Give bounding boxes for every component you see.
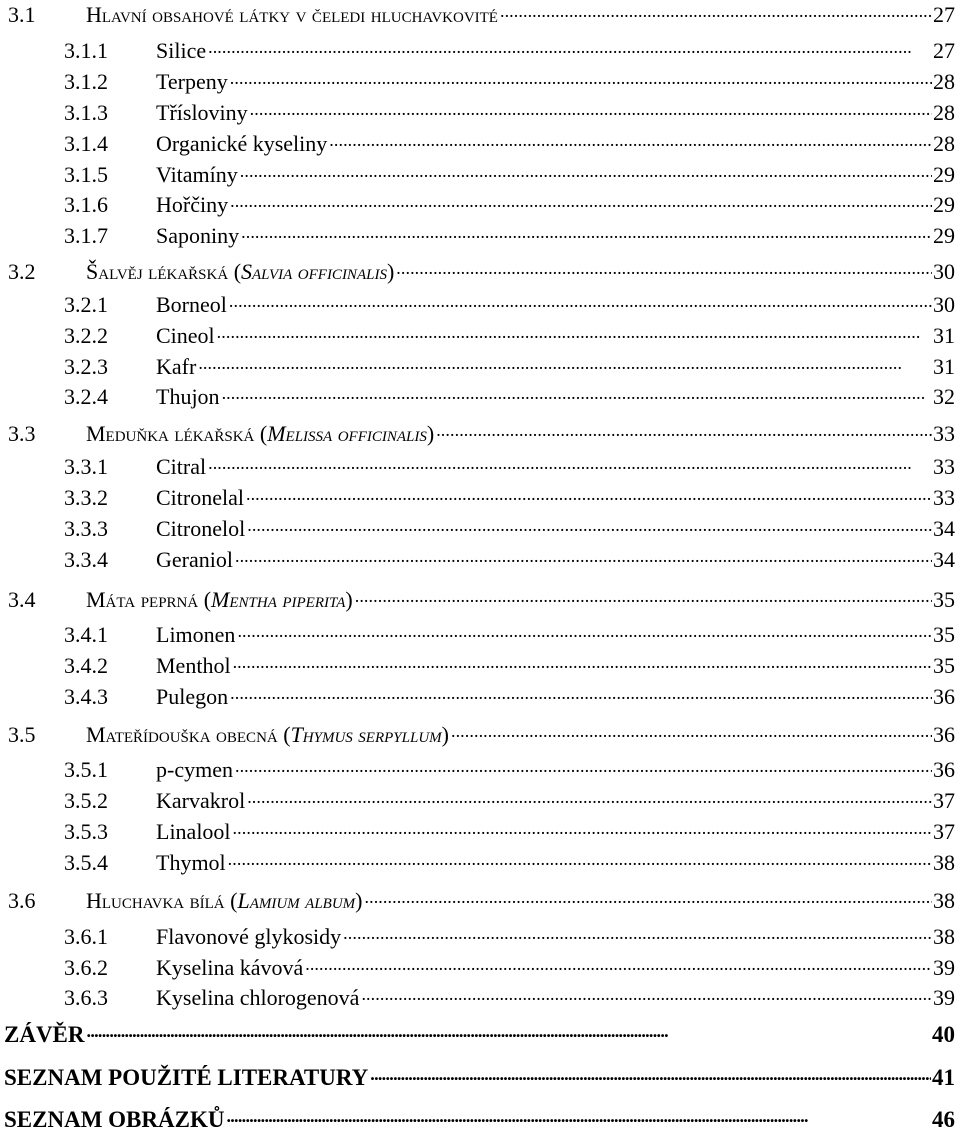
toc-entry-number: 3.1.2 (64, 69, 108, 94)
toc-title-latin: Thymus serpyllum (290, 722, 442, 747)
toc-entry-section[interactable] (0, 0, 955, 29)
toc-title-text: Meduňka lékařská ( (86, 421, 268, 446)
toc-entry-section[interactable] (0, 419, 955, 448)
toc-entry-title: Thymol (156, 850, 226, 875)
toc-entry-page: 38 (933, 924, 955, 949)
toc-entry-page: 39 (933, 955, 955, 980)
toc-entry-number: 3.6.1 (64, 924, 108, 949)
toc-title-latin: Mentha piperita (211, 587, 346, 612)
toc-entry-title: Kafr (156, 354, 197, 379)
toc-entry-subsection[interactable] (0, 321, 955, 350)
toc-entry-page: 41 (932, 1065, 955, 1090)
toc-entry-page: 37 (933, 788, 955, 813)
toc-dot-leader (361, 983, 932, 1005)
toc-title-end: ) (386, 259, 395, 284)
toc-entry-title: p-cymen (156, 757, 233, 782)
toc-title-text: Máta peprná ( (86, 587, 212, 612)
toc-dot-leader (329, 129, 932, 151)
toc-entry-title: Saponiny (156, 223, 240, 248)
toc-entry-title: ZÁVĚR (4, 1022, 85, 1047)
toc-entry-number: 3.5.1 (64, 757, 108, 782)
toc-dot-leader (436, 419, 932, 441)
toc-entry-title: Geraniol (156, 547, 233, 572)
toc-dot-leader (230, 682, 932, 704)
toc-entry-page: 30 (933, 292, 955, 317)
toc-dot-leader (229, 290, 932, 312)
toc-entry-number: 3.6.2 (64, 955, 108, 980)
toc-entry-subsection[interactable] (0, 483, 955, 512)
toc-entry-number: 3.5.3 (64, 819, 108, 844)
toc-entry-number: 3.3.4 (64, 547, 108, 572)
toc-dot-leader (250, 98, 932, 120)
toc-entry-number: 3.1.3 (64, 100, 108, 125)
toc-dot-leader (365, 886, 933, 908)
toc-entry-subsection[interactable] (0, 922, 955, 951)
toc-entry-page: 31 (933, 354, 955, 379)
toc-entry-number: 3.6 (8, 888, 36, 913)
toc-dot-leader (240, 160, 932, 182)
toc-entry-section[interactable] (0, 257, 955, 286)
toc-entry-page: 27 (933, 38, 955, 63)
toc-entry-number: 3.4.2 (64, 653, 108, 678)
toc-entry-title (78, 721, 451, 749)
toc-entry-title (78, 420, 436, 448)
toc-entry-subsection[interactable] (0, 382, 955, 411)
toc-dot-leader (208, 452, 932, 474)
toc-title-latin: Salvia officinalis (241, 259, 387, 284)
toc-entry-title: Karvakrol (156, 788, 246, 813)
toc-entry-title: Terpeny (156, 69, 228, 94)
toc-entry-title: Limonen (156, 622, 236, 647)
toc-dot-leader (343, 922, 932, 944)
toc-entry-subsection[interactable] (0, 620, 955, 649)
toc-dot-leader (235, 755, 932, 777)
toc-entry-page: 32 (933, 384, 955, 409)
toc-entry-subsection[interactable] (0, 190, 955, 219)
toc-dot-leader (370, 1062, 931, 1085)
toc-dot-leader (500, 0, 932, 22)
toc-entry-section[interactable] (0, 585, 955, 614)
toc-entry-number: 3.3.2 (64, 485, 108, 510)
toc-entry-title: Linalool (156, 819, 231, 844)
toc-entry-page: 31 (933, 323, 955, 348)
toc-entry-page: 38 (933, 850, 955, 875)
toc-entry-page: 28 (933, 69, 955, 94)
toc-entry-page: 34 (933, 516, 955, 541)
toc-entry-page: 35 (933, 587, 955, 612)
toc-entry-title: Organické kyseliny (156, 131, 328, 156)
toc-entry-title (78, 887, 365, 915)
toc-entry-subsection[interactable] (0, 786, 955, 815)
toc-entry-title: Hlavní obsahové látky v čeledi hluchavkovité (86, 2, 498, 27)
toc-entry-title: Hořčiny (156, 192, 229, 217)
toc-entry-title: Cineol (156, 323, 215, 348)
toc-entry-subsection[interactable] (0, 221, 955, 250)
toc-dot-leader (247, 786, 932, 808)
toc-dot-leader (451, 720, 932, 742)
toc-entry-chapter[interactable] (0, 1104, 955, 1134)
toc-entry-title: Třísloviny (156, 100, 248, 125)
toc-title-latin: Lamium album (237, 888, 356, 913)
toc-dot-leader (235, 545, 932, 567)
toc-entry-subsection[interactable] (0, 352, 955, 381)
toc-entry-subsection[interactable] (0, 983, 955, 1012)
toc-entry-subsection[interactable] (0, 848, 955, 877)
toc-dot-leader (396, 257, 932, 279)
toc-entry-number: 3.6.3 (64, 985, 108, 1010)
toc-dot-leader (230, 190, 932, 212)
toc-entry-page: 35 (933, 653, 955, 678)
toc-entry-subsection[interactable] (0, 953, 955, 982)
toc-entry-number: 3.4.1 (64, 622, 108, 647)
toc-dot-leader (355, 585, 932, 607)
toc-dot-leader (233, 651, 932, 673)
toc-entry-title: Vitamíny (156, 162, 238, 187)
toc-dot-leader (241, 221, 932, 243)
toc-entry-page: 29 (933, 192, 955, 217)
toc-entry-section[interactable] (0, 720, 955, 749)
toc-entry-subsection[interactable] (0, 514, 955, 543)
toc-entry-number: 3.1.4 (64, 131, 108, 156)
toc-entry-number: 3.4 (8, 587, 36, 612)
toc-entry-page: 46 (932, 1107, 955, 1132)
toc-entry-number: 3.3.3 (64, 516, 108, 541)
toc-entry-page: 33 (933, 485, 955, 510)
toc-dot-leader (233, 817, 932, 839)
toc-entry-title: Thujon (156, 384, 220, 409)
toc-entry-page: 29 (933, 162, 955, 187)
toc-entry-page: 27 (933, 2, 955, 27)
toc-entry-title: Flavonové glykosidy (156, 924, 342, 949)
toc-entry-number: 3.3 (8, 421, 36, 446)
toc-title-text: Hluchavka bílá ( (86, 888, 238, 913)
toc-title-text: Mateřídouška obecná ( (86, 722, 291, 747)
toc-entry-subsection[interactable] (0, 290, 955, 319)
toc-dot-leader (222, 382, 932, 404)
toc-entry-number: 3.5 (8, 722, 36, 747)
toc-entry-number: 3.2.4 (64, 384, 108, 409)
toc-dot-leader (87, 1019, 931, 1042)
toc-dot-leader (208, 36, 932, 58)
toc-entry-number: 3.2.1 (64, 292, 108, 317)
toc-entry-section[interactable] (0, 886, 955, 915)
toc-entry-subsection[interactable] (0, 36, 955, 65)
toc-entry-subsection[interactable] (0, 755, 955, 784)
toc-entry-title: SEZNAM OBRÁZKŮ (4, 1107, 225, 1132)
toc-title-text: Šalvěj lékařská ( (86, 259, 242, 284)
toc-dot-leader (305, 953, 932, 975)
toc-entry-page: 29 (933, 223, 955, 248)
toc-entry-title: Citronelol (156, 516, 246, 541)
toc-entry-number: 3.5.2 (64, 788, 108, 813)
toc-entry-number: 3.4.3 (64, 684, 108, 709)
toc-entry-subsection[interactable] (0, 129, 955, 158)
toc-entry-subsection[interactable] (0, 98, 955, 127)
toc-entry-page: 36 (933, 684, 955, 709)
toc-entry-title (78, 586, 355, 614)
toc-entry-title: Silice (156, 38, 207, 63)
toc-entry-subsection[interactable] (0, 817, 955, 846)
toc-entry-chapter[interactable] (0, 1062, 955, 1092)
toc-entry-title: Pulegon (156, 684, 229, 709)
toc-entry-page: 38 (933, 888, 955, 913)
toc-entry-title: Kyselina chlorogenová (156, 985, 360, 1010)
toc-entry-page: 28 (933, 100, 955, 125)
toc-entry-title: Kyselina kávová (156, 955, 304, 980)
toc-entry-title: Citronelal (156, 485, 244, 510)
toc-entry-page: 35 (933, 622, 955, 647)
toc-entry-subsection[interactable] (0, 682, 955, 711)
toc-entry-page: 40 (932, 1022, 955, 1047)
toc-dot-leader (226, 1104, 931, 1127)
toc-entry-number: 3.1.7 (64, 223, 108, 248)
toc-entry-page: 36 (933, 722, 955, 747)
toc-title-end: ) (441, 722, 449, 747)
toc-entry-page: 28 (933, 131, 955, 156)
toc-entry-page: 37 (933, 819, 955, 844)
toc-entry-subsection[interactable] (0, 545, 955, 574)
toc-entry-page: 30 (933, 259, 955, 284)
toc-entry-subsection[interactable] (0, 452, 955, 481)
toc-entry-number: 3.1.6 (64, 192, 108, 217)
toc-entry-title: Menthol (156, 653, 231, 678)
toc-entry-number: 3.2 (8, 259, 36, 284)
toc-entry-chapter[interactable] (0, 1019, 955, 1049)
toc-entry-title (78, 258, 396, 286)
toc-dot-leader (237, 620, 932, 642)
toc-entry-page: 33 (933, 421, 955, 446)
toc-dot-leader (198, 352, 932, 374)
toc-title-latin: Melissa officinalis (267, 421, 427, 446)
toc-entry-number: 3.5.4 (64, 850, 108, 875)
toc-title-end: ) (355, 888, 363, 913)
toc-entry-title: Citral (156, 454, 207, 479)
toc-entry-page: 36 (933, 757, 955, 782)
toc-entry-subsection[interactable] (0, 160, 955, 189)
toc-entry-subsection[interactable] (0, 651, 955, 680)
toc-entry-page: 39 (933, 985, 955, 1010)
toc-title-end: ) (426, 421, 435, 446)
toc-dot-leader (228, 848, 932, 870)
toc-entry-page: 33 (933, 454, 955, 479)
toc-entry-title: SEZNAM POUŽITÉ LITERATURY (4, 1065, 369, 1090)
toc-entry-number: 3.1 (8, 2, 36, 27)
toc-entry-title: Borneol (156, 292, 227, 317)
toc-title-end: ) (345, 587, 353, 612)
toc-entry-number: 3.1.1 (64, 38, 108, 63)
toc-dot-leader (230, 67, 932, 89)
toc-dot-leader (217, 321, 932, 343)
toc-dot-leader (246, 483, 932, 505)
toc-dot-leader (247, 514, 932, 536)
toc-entry-number: 3.3.1 (64, 454, 108, 479)
toc-entry-number: 3.2.3 (64, 354, 108, 379)
toc-entry-number: 3.2.2 (64, 323, 108, 348)
toc-entry-page: 34 (933, 547, 955, 572)
toc-entry-number: 3.1.5 (64, 162, 108, 187)
toc-entry-subsection[interactable] (0, 67, 955, 96)
